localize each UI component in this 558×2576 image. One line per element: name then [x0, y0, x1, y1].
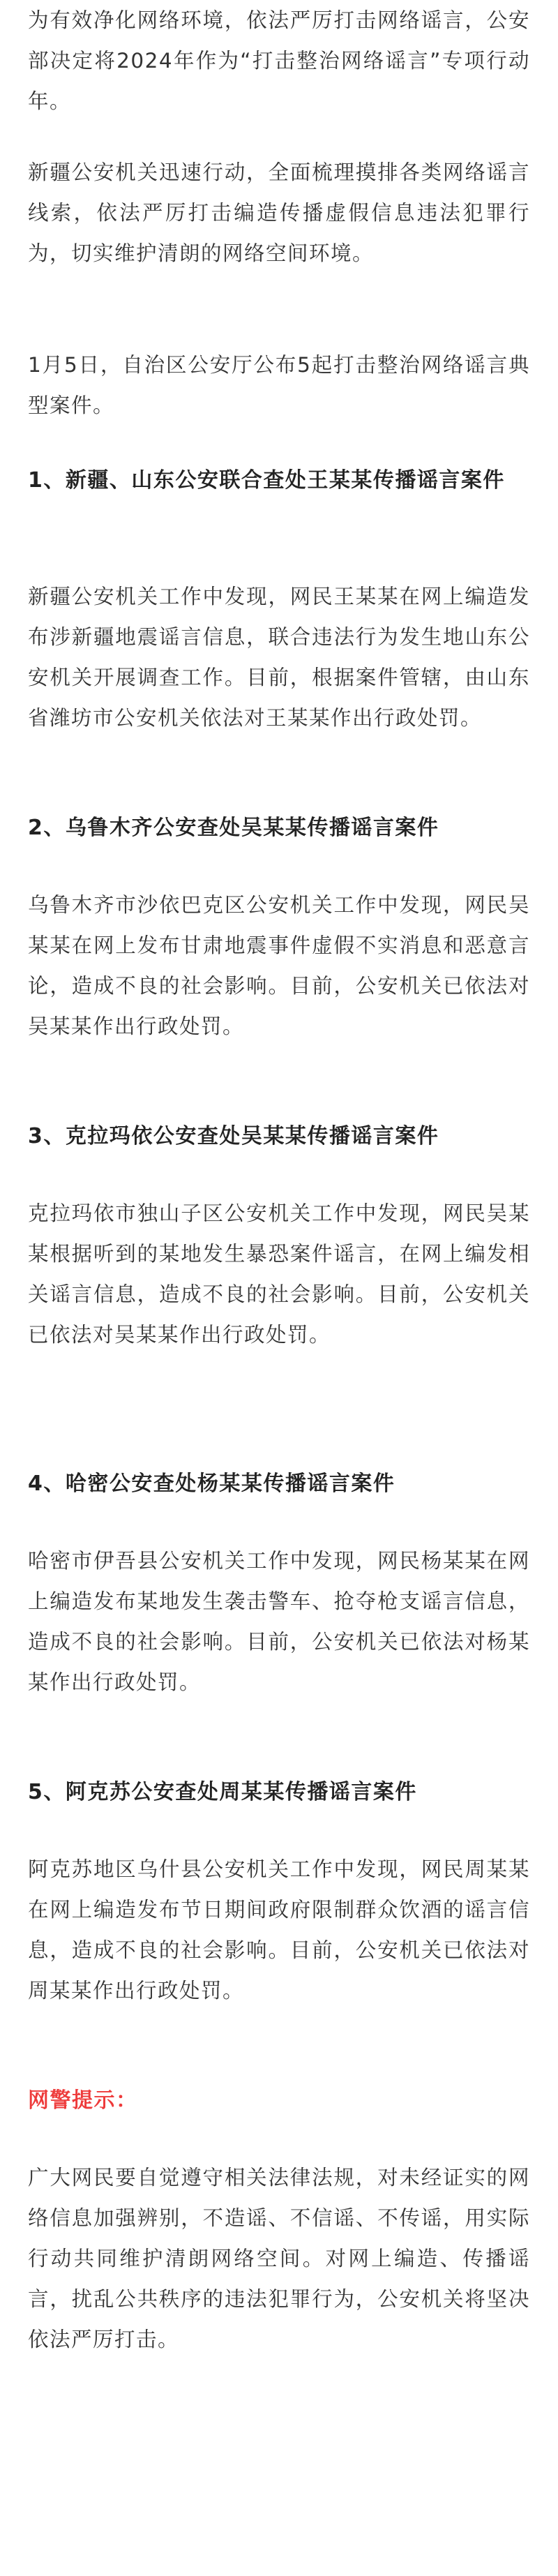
case-3-paragraph: 克拉玛依市独山子区公安机关工作中发现，网民吴某某根据听到的某地发生暴恐案件谣言，在网上编发相关谣言信息，造成不良的社会影响。目前，公安机关已依法对吴某某作出行政处罚。 — [28, 1201, 530, 1347]
xinjiang-action-paragraph: 新疆公安机关迅速行动，全面梳理摸排各类网络谣言线索，依法严厉打击编造传播虚假信息违法犯罪行为，切实维护清朗的网络空间环境。 — [28, 160, 530, 265]
case-2-heading: 2、乌鲁木齐公安查处吴某某传播谣言案件 — [28, 816, 439, 840]
announcement-paragraph: 1月5日，自治区公安厅公布5起打击整治网络谣言典型案件。 — [28, 353, 530, 417]
case-4-heading: 4、哈密公安查处杨某某传播谣言案件 — [28, 1472, 395, 1496]
police-tip-label: 网警提示： — [28, 2088, 138, 2113]
case-5-heading: 5、阿克苏公安查处周某某传播谣言案件 — [28, 1780, 417, 1804]
case-3-heading: 3、克拉玛依公安查处吴某某传播谣言案件 — [28, 1124, 439, 1148]
case-5-paragraph: 阿克苏地区乌什县公安机关工作中发现，网民周某某在网上编造发布节日期间政府限制群众饮酒的谣言信息，造成不良的社会影响。目前，公安机关已依法对周某某作出行政处罚。 — [28, 1857, 530, 2002]
closing-paragraph: 广大网民要自觉遵守相关法律法规，对未经证实的网络信息加强辨别，不造谣、不信谣、不传谣，用实际行动共同维护清朗网络空间。对网上编造、传播谣言，扰乱公共秩序的违法犯罪行为，公安机关将坚决依法严厉打击。 — [28, 2166, 530, 2351]
case-4-paragraph: 哈密市伊吾县公安机关工作中发现，网民杨某某在网上编造发布某地发生袭击警车、抢夺枪支谣言信息，造成不良的社会影响。目前，公安机关已依法对杨某某作出行政处罚。 — [28, 1549, 530, 1694]
case-1-heading: 1、新疆、山东公安联合查处王某某传播谣言案件 — [28, 468, 505, 493]
case-2-paragraph: 乌鲁木齐市沙依巴克区公安机关工作中发现，网民吴某某在网上发布甘肃地震事件虚假不实消息和恶意言论，造成不良的社会影响。目前，公安机关已依法对吴某某作出行政处罚。 — [28, 893, 530, 1038]
case-1-paragraph: 新疆公安机关工作中发现，网民王某某在网上编造发布涉新疆地震谣言信息，联合违法行为发生地山东公安机关开展调查工作。目前，根据案件管辖，由山东省潍坊市公安机关依法对王某某作出行政处罚。 — [28, 585, 530, 730]
intro-paragraph: 为有效净化网络环境，依法严厉打击网络谣言，公安部决定将2024年作为“打击整治网络谣言”专项行动年。 — [28, 8, 530, 113]
